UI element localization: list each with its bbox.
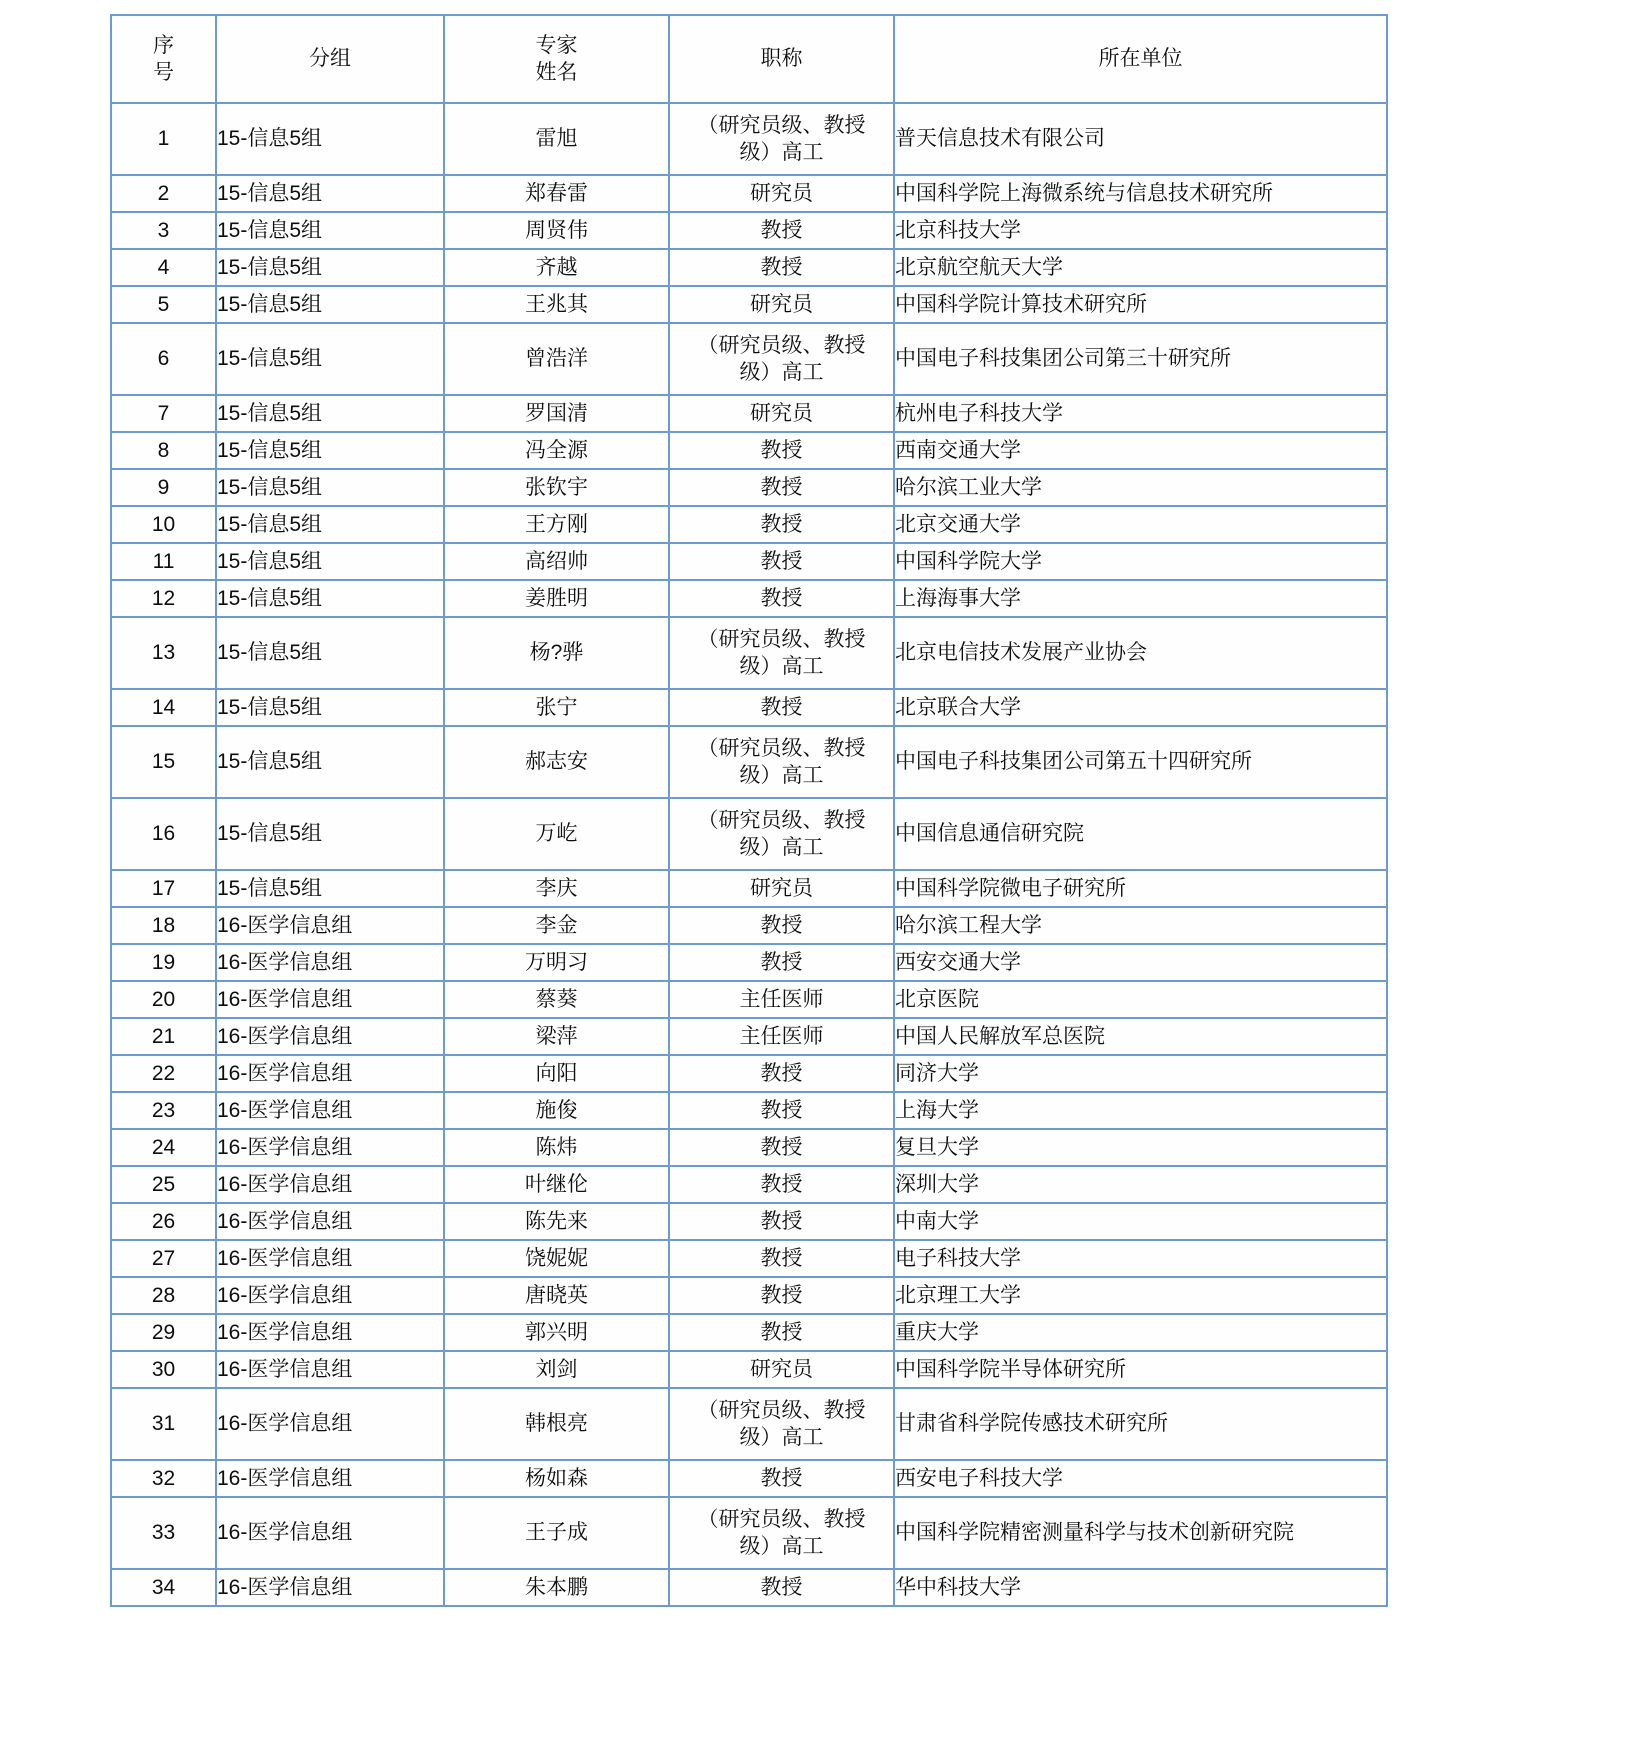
table-row <box>111 1460 1387 1497</box>
cell-professional-title-line: 级）高工 <box>739 141 824 164</box>
cell-professional-title <box>669 543 894 580</box>
table-row <box>111 870 1387 907</box>
column-header-org <box>894 15 1387 103</box>
cell-professional-title-line: 级）高工 <box>739 361 824 384</box>
cell-professional-title-line: 教授 <box>760 475 803 499</box>
cell-professional-title <box>669 689 894 726</box>
cell-professional-title-line: 教授 <box>760 1098 803 1122</box>
cell-sequence-number: 15 <box>111 726 216 798</box>
cell-professional-title-line: 级）高工 <box>739 655 824 678</box>
cell-group: 15-信息5组 <box>216 249 444 286</box>
table-row <box>111 103 1387 175</box>
expert-roster-table <box>110 14 1388 1607</box>
cell-group: 15-信息5组 <box>216 543 444 580</box>
cell-organization: 中国电子科技集团公司第五十四研究所 <box>894 726 1387 798</box>
cell-professional-title-line: （研究员级、教授 <box>697 1398 866 1422</box>
cell-expert-name: 万屹 <box>444 798 669 870</box>
cell-expert-name: 王兆其 <box>444 286 669 323</box>
cell-organization: 普天信息技术有限公司 <box>894 103 1387 175</box>
cell-professional-title-line: 教授 <box>760 1061 803 1085</box>
cell-expert-name: 姜胜明 <box>444 580 669 617</box>
table-row <box>111 617 1387 689</box>
column-header-line: 姓名 <box>535 61 578 84</box>
cell-professional-title <box>669 1497 894 1569</box>
table-row <box>111 907 1387 944</box>
table-row <box>111 1277 1387 1314</box>
cell-sequence-number: 7 <box>111 395 216 432</box>
column-header-group <box>216 15 444 103</box>
cell-professional-title-line: （研究员级、教授 <box>697 627 866 651</box>
cell-expert-name: 朱本鹏 <box>444 1569 669 1606</box>
column-header-name <box>444 15 669 103</box>
cell-expert-name: 王子成 <box>444 1497 669 1569</box>
cell-sequence-number: 29 <box>111 1314 216 1351</box>
cell-organization: 西南交通大学 <box>894 432 1387 469</box>
cell-organization: 重庆大学 <box>894 1314 1387 1351</box>
cell-sequence-number: 14 <box>111 689 216 726</box>
cell-sequence-number: 17 <box>111 870 216 907</box>
cell-sequence-number: 23 <box>111 1092 216 1129</box>
cell-sequence-number: 21 <box>111 1018 216 1055</box>
table-row <box>111 1569 1387 1606</box>
cell-organization: 北京电信技术发展产业协会 <box>894 617 1387 689</box>
column-header-line: 分组 <box>309 47 351 71</box>
cell-professional-title <box>669 981 894 1018</box>
cell-expert-name: 高绍帅 <box>444 543 669 580</box>
table-row <box>111 981 1387 1018</box>
cell-sequence-number: 33 <box>111 1497 216 1569</box>
cell-group: 15-信息5组 <box>216 798 444 870</box>
table-row <box>111 798 1387 870</box>
cell-expert-name: 杨如森 <box>444 1460 669 1497</box>
table-row <box>111 1497 1387 1569</box>
table-row <box>111 175 1387 212</box>
cell-sequence-number: 13 <box>111 617 216 689</box>
table-row <box>111 689 1387 726</box>
cell-professional-title-line: （研究员级、教授 <box>697 1507 866 1531</box>
cell-sequence-number: 25 <box>111 1166 216 1203</box>
cell-professional-title-line: 教授 <box>760 438 803 462</box>
cell-organization: 中国科学院半导体研究所 <box>894 1351 1387 1388</box>
table-row <box>111 469 1387 506</box>
cell-expert-name: 曾浩洋 <box>444 323 669 395</box>
cell-group: 16-医学信息组 <box>216 1018 444 1055</box>
cell-professional-title <box>669 1569 894 1606</box>
cell-professional-title <box>669 1092 894 1129</box>
cell-organization: 中国科学院上海微系统与信息技术研究所 <box>894 175 1387 212</box>
table-row <box>111 212 1387 249</box>
cell-sequence-number: 24 <box>111 1129 216 1166</box>
cell-group: 16-医学信息组 <box>216 1388 444 1460</box>
table-row <box>111 323 1387 395</box>
cell-professional-title-line: （研究员级、教授 <box>697 736 866 760</box>
cell-group: 15-信息5组 <box>216 617 444 689</box>
cell-organization: 哈尔滨工业大学 <box>894 469 1387 506</box>
cell-organization: 复旦大学 <box>894 1129 1387 1166</box>
cell-professional-title-line: 级）高工 <box>739 1426 824 1449</box>
cell-professional-title-line: 级）高工 <box>739 836 824 859</box>
table-row <box>111 1166 1387 1203</box>
cell-group: 15-信息5组 <box>216 323 444 395</box>
table-row <box>111 543 1387 580</box>
cell-professional-title <box>669 798 894 870</box>
cell-expert-name: 齐越 <box>444 249 669 286</box>
column-header-line: 号 <box>153 61 174 84</box>
cell-organization: 中国信息通信研究院 <box>894 798 1387 870</box>
cell-group: 15-信息5组 <box>216 689 444 726</box>
cell-group: 15-信息5组 <box>216 395 444 432</box>
column-header-line: 职称 <box>760 47 803 71</box>
cell-organization: 甘肃省科学院传感技术研究所 <box>894 1388 1387 1460</box>
cell-group: 15-信息5组 <box>216 286 444 323</box>
cell-professional-title <box>669 907 894 944</box>
cell-group: 16-医学信息组 <box>216 1203 444 1240</box>
cell-professional-title-line: 教授 <box>760 1172 803 1196</box>
cell-professional-title <box>669 617 894 689</box>
table-header <box>111 15 1387 103</box>
cell-professional-title <box>669 286 894 323</box>
cell-sequence-number: 34 <box>111 1569 216 1606</box>
cell-professional-title <box>669 212 894 249</box>
cell-group: 16-医学信息组 <box>216 1569 444 1606</box>
table-row <box>111 395 1387 432</box>
cell-sequence-number: 19 <box>111 944 216 981</box>
cell-group: 16-医学信息组 <box>216 1351 444 1388</box>
cell-professional-title <box>669 726 894 798</box>
cell-sequence-number: 3 <box>111 212 216 249</box>
column-header-line: 所在单位 <box>1098 47 1183 71</box>
cell-expert-name: 郝志安 <box>444 726 669 798</box>
cell-expert-name: 韩根亮 <box>444 1388 669 1460</box>
cell-expert-name: 郑春雷 <box>444 175 669 212</box>
table-row <box>111 1018 1387 1055</box>
cell-organization: 北京联合大学 <box>894 689 1387 726</box>
cell-group: 15-信息5组 <box>216 870 444 907</box>
table-row <box>111 944 1387 981</box>
cell-expert-name: 杨?骅 <box>444 617 669 689</box>
cell-organization: 中国科学院微电子研究所 <box>894 870 1387 907</box>
cell-sequence-number: 1 <box>111 103 216 175</box>
cell-professional-title-line: 教授 <box>760 1135 803 1159</box>
cell-group: 16-医学信息组 <box>216 1166 444 1203</box>
cell-organization: 中国科学院大学 <box>894 543 1387 580</box>
cell-professional-title <box>669 1388 894 1460</box>
cell-professional-title <box>669 944 894 981</box>
cell-group: 16-医学信息组 <box>216 1240 444 1277</box>
cell-group: 16-医学信息组 <box>216 944 444 981</box>
cell-expert-name: 张宁 <box>444 689 669 726</box>
cell-expert-name: 张钦宇 <box>444 469 669 506</box>
cell-sequence-number: 22 <box>111 1055 216 1092</box>
cell-organization: 中国科学院精密测量科学与技术创新研究院 <box>894 1497 1387 1569</box>
table-row <box>111 1388 1387 1460</box>
cell-professional-title <box>669 395 894 432</box>
cell-organization: 杭州电子科技大学 <box>894 395 1387 432</box>
cell-organization: 电子科技大学 <box>894 1240 1387 1277</box>
cell-professional-title-line: 教授 <box>760 586 803 610</box>
cell-organization: 中国电子科技集团公司第三十研究所 <box>894 323 1387 395</box>
column-header-title <box>669 15 894 103</box>
cell-sequence-number: 27 <box>111 1240 216 1277</box>
cell-professional-title-line: 主任医师 <box>739 987 824 1011</box>
cell-group: 15-信息5组 <box>216 580 444 617</box>
cell-group: 16-医学信息组 <box>216 1460 444 1497</box>
cell-group: 15-信息5组 <box>216 175 444 212</box>
expert-table-container <box>110 14 1386 1607</box>
cell-expert-name: 郭兴明 <box>444 1314 669 1351</box>
cell-organization: 华中科技大学 <box>894 1569 1387 1606</box>
cell-organization: 中国人民解放军总医院 <box>894 1018 1387 1055</box>
cell-professional-title <box>669 1055 894 1092</box>
table-row <box>111 726 1387 798</box>
cell-professional-title <box>669 249 894 286</box>
cell-professional-title <box>669 1166 894 1203</box>
cell-professional-title-line: （研究员级、教授 <box>697 113 866 137</box>
cell-professional-title-line: 教授 <box>760 1246 803 1270</box>
cell-organization: 北京医院 <box>894 981 1387 1018</box>
cell-expert-name: 冯全源 <box>444 432 669 469</box>
cell-sequence-number: 18 <box>111 907 216 944</box>
cell-professional-title-line: 教授 <box>760 549 803 573</box>
cell-sequence-number: 5 <box>111 286 216 323</box>
cell-sequence-number: 4 <box>111 249 216 286</box>
cell-expert-name: 陈炜 <box>444 1129 669 1166</box>
cell-professional-title-line: 级）高工 <box>739 1535 824 1558</box>
cell-expert-name: 饶妮妮 <box>444 1240 669 1277</box>
cell-professional-title-line: 教授 <box>760 913 803 937</box>
cell-expert-name: 唐晓英 <box>444 1277 669 1314</box>
cell-group: 15-信息5组 <box>216 506 444 543</box>
cell-sequence-number: 26 <box>111 1203 216 1240</box>
cell-group: 15-信息5组 <box>216 212 444 249</box>
cell-sequence-number: 20 <box>111 981 216 1018</box>
column-header-line: 专家 <box>535 33 578 57</box>
cell-professional-title <box>669 103 894 175</box>
cell-professional-title <box>669 175 894 212</box>
cell-sequence-number: 30 <box>111 1351 216 1388</box>
cell-organization: 中国科学院计算技术研究所 <box>894 286 1387 323</box>
cell-expert-name: 施俊 <box>444 1092 669 1129</box>
cell-organization: 哈尔滨工程大学 <box>894 907 1387 944</box>
cell-organization: 西安交通大学 <box>894 944 1387 981</box>
cell-professional-title <box>669 469 894 506</box>
cell-sequence-number: 6 <box>111 323 216 395</box>
cell-group: 15-信息5组 <box>216 432 444 469</box>
cell-professional-title-line: 教授 <box>760 218 803 242</box>
cell-expert-name: 李庆 <box>444 870 669 907</box>
column-header-line: 序 <box>153 33 174 57</box>
cell-expert-name: 陈先来 <box>444 1203 669 1240</box>
table-row <box>111 249 1387 286</box>
table-row <box>111 1203 1387 1240</box>
cell-group: 16-医学信息组 <box>216 1277 444 1314</box>
cell-professional-title-line: 教授 <box>760 1466 803 1490</box>
cell-professional-title-line: （研究员级、教授 <box>697 808 866 832</box>
cell-professional-title <box>669 1203 894 1240</box>
cell-organization: 北京理工大学 <box>894 1277 1387 1314</box>
cell-sequence-number: 10 <box>111 506 216 543</box>
cell-sequence-number: 12 <box>111 580 216 617</box>
cell-sequence-number: 32 <box>111 1460 216 1497</box>
cell-sequence-number: 28 <box>111 1277 216 1314</box>
cell-organization: 北京航空航天大学 <box>894 249 1387 286</box>
table-row <box>111 1055 1387 1092</box>
cell-group: 16-医学信息组 <box>216 1314 444 1351</box>
cell-expert-name: 王方刚 <box>444 506 669 543</box>
cell-professional-title-line: 教授 <box>760 1320 803 1344</box>
cell-sequence-number: 2 <box>111 175 216 212</box>
cell-professional-title <box>669 1351 894 1388</box>
cell-professional-title <box>669 1277 894 1314</box>
cell-organization: 北京交通大学 <box>894 506 1387 543</box>
cell-sequence-number: 11 <box>111 543 216 580</box>
cell-professional-title <box>669 580 894 617</box>
cell-professional-title-line: 教授 <box>760 1209 803 1233</box>
cell-professional-title <box>669 323 894 395</box>
cell-sequence-number: 9 <box>111 469 216 506</box>
table-row <box>111 1129 1387 1166</box>
cell-professional-title-line: 教授 <box>760 255 803 279</box>
cell-professional-title <box>669 432 894 469</box>
cell-professional-title-line: 级）高工 <box>739 764 824 787</box>
column-header-seq <box>111 15 216 103</box>
cell-professional-title <box>669 1240 894 1277</box>
table-row <box>111 1351 1387 1388</box>
cell-expert-name: 向阳 <box>444 1055 669 1092</box>
cell-group: 15-信息5组 <box>216 469 444 506</box>
cell-group: 16-医学信息组 <box>216 1055 444 1092</box>
cell-expert-name: 周贤伟 <box>444 212 669 249</box>
cell-professional-title-line: 研究员 <box>750 401 813 425</box>
cell-organization: 西安电子科技大学 <box>894 1460 1387 1497</box>
cell-professional-title-line: 研究员 <box>750 292 813 316</box>
cell-professional-title <box>669 1129 894 1166</box>
cell-professional-title <box>669 506 894 543</box>
cell-professional-title-line: 教授 <box>760 950 803 974</box>
cell-professional-title-line: 研究员 <box>750 1357 813 1381</box>
cell-sequence-number: 16 <box>111 798 216 870</box>
table-row <box>111 1240 1387 1277</box>
cell-group: 16-医学信息组 <box>216 907 444 944</box>
cell-professional-title-line: 教授 <box>760 1575 803 1599</box>
cell-professional-title-line: （研究员级、教授 <box>697 333 866 357</box>
table-row <box>111 506 1387 543</box>
cell-organization: 中南大学 <box>894 1203 1387 1240</box>
cell-professional-title-line: 教授 <box>760 695 803 719</box>
cell-professional-title <box>669 1018 894 1055</box>
table-row <box>111 580 1387 617</box>
cell-expert-name: 蔡葵 <box>444 981 669 1018</box>
table-row <box>111 1092 1387 1129</box>
cell-professional-title-line: 研究员 <box>750 181 813 205</box>
table-body <box>111 103 1387 1606</box>
table-row <box>111 286 1387 323</box>
table-header-row <box>111 15 1387 103</box>
cell-expert-name: 梁萍 <box>444 1018 669 1055</box>
cell-professional-title-line: 研究员 <box>750 876 813 900</box>
cell-sequence-number: 31 <box>111 1388 216 1460</box>
cell-organization: 上海大学 <box>894 1092 1387 1129</box>
cell-expert-name: 雷旭 <box>444 103 669 175</box>
cell-expert-name: 刘剑 <box>444 1351 669 1388</box>
cell-organization: 北京科技大学 <box>894 212 1387 249</box>
cell-expert-name: 李金 <box>444 907 669 944</box>
cell-organization: 上海海事大学 <box>894 580 1387 617</box>
cell-expert-name: 叶继伦 <box>444 1166 669 1203</box>
cell-professional-title-line: 教授 <box>760 1283 803 1307</box>
cell-group: 16-医学信息组 <box>216 1092 444 1129</box>
cell-professional-title <box>669 1314 894 1351</box>
cell-group: 15-信息5组 <box>216 726 444 798</box>
cell-professional-title-line: 教授 <box>760 512 803 536</box>
table-row <box>111 1314 1387 1351</box>
cell-professional-title <box>669 870 894 907</box>
cell-organization: 深圳大学 <box>894 1166 1387 1203</box>
cell-expert-name: 罗国清 <box>444 395 669 432</box>
cell-professional-title-line: 主任医师 <box>739 1024 824 1048</box>
cell-group: 15-信息5组 <box>216 103 444 175</box>
cell-organization: 同济大学 <box>894 1055 1387 1092</box>
table-row <box>111 432 1387 469</box>
cell-professional-title <box>669 1460 894 1497</box>
cell-sequence-number: 8 <box>111 432 216 469</box>
cell-expert-name: 万明习 <box>444 944 669 981</box>
cell-group: 16-医学信息组 <box>216 1497 444 1569</box>
cell-group: 16-医学信息组 <box>216 981 444 1018</box>
cell-group: 16-医学信息组 <box>216 1129 444 1166</box>
